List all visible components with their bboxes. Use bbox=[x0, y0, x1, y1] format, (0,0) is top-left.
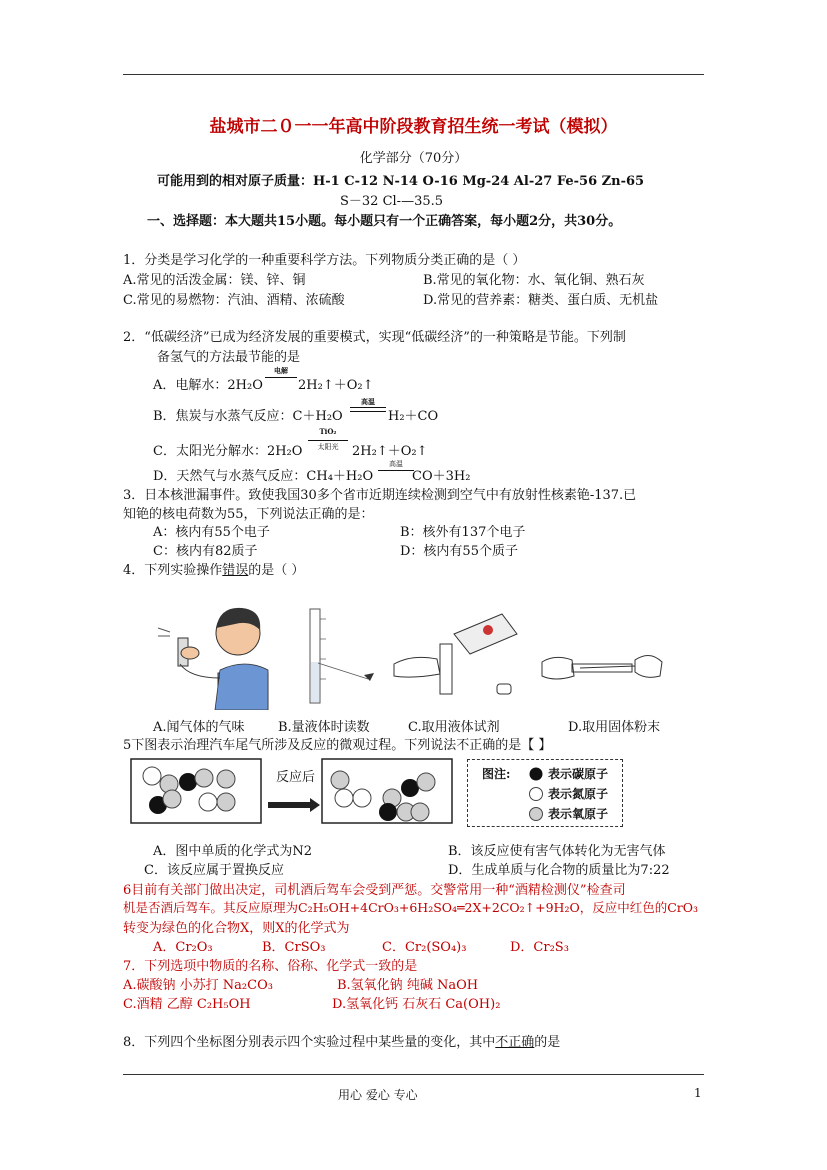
q3-option-c: C：核内有82质子 bbox=[153, 544, 258, 559]
q2-c-reaction-line bbox=[308, 440, 348, 441]
footer-text: 用心 爱心 专心 bbox=[338, 1088, 418, 1102]
q4-option-b: B.量液体时读数 bbox=[278, 720, 370, 735]
figure-adding-powder bbox=[540, 642, 665, 692]
q6-option-c: C．Cr₂(SO₄)₃ bbox=[382, 940, 467, 955]
q7-stem: 7．下列选项中物质的名称、俗称、化学式一致的是 bbox=[123, 959, 418, 974]
q5-arrow-label: 反应后 bbox=[276, 770, 316, 785]
q6-option-a: A．Cr₂O₃ bbox=[153, 940, 213, 955]
footer-rule bbox=[123, 1074, 704, 1075]
top-rule bbox=[123, 74, 704, 75]
q1-option-d: D.常见的营养素：糖类、蛋白质、无机盐 bbox=[423, 293, 659, 308]
q6-line2: 机是否酒后驾车。其反应原理为C₂H₅OH+4CrO₃+6H₂SO₄═2X+2CO₂↑+9H₂O，反应中红色的CrO₃ bbox=[123, 900, 699, 915]
q7-option-d: D.氢氧化钙 石灰石 Ca(OH)₂ bbox=[332, 997, 501, 1012]
figure-smelling-gas bbox=[150, 598, 270, 710]
legend-nitrogen-swatch bbox=[530, 788, 543, 801]
q5-option-d: D．生成单质与化合物的质量比为7:22 bbox=[448, 863, 670, 878]
legend-title: 图注: bbox=[482, 767, 511, 781]
q5-option-c: C．该反应属于置换反应 bbox=[144, 863, 284, 878]
q5-stem: 5下图表示治理汽车尾气所涉及反应的微观过程。下列说法不正确的是【 】 bbox=[123, 738, 552, 753]
legend-nitrogen: 表示氮原子 bbox=[548, 787, 609, 801]
q7-option-c: C.酒精 乙醇 C₂H₅OH bbox=[123, 997, 251, 1012]
q6-option-b: B．CrSO₃ bbox=[262, 940, 326, 955]
q2-b-products: H₂＋CO bbox=[388, 409, 439, 424]
q2-option-b: B．焦炭与水蒸气反应：C＋H₂O bbox=[153, 409, 343, 424]
q3-stem-line2: 知铯的核电荷数为55，下列说法正确的是： bbox=[123, 507, 374, 522]
q4-option-a: A.闻气体的气味 bbox=[153, 720, 245, 735]
q8-stem: 8．下列四个坐标图分别表示四个实验过程中某些量的变化，其中不正确的是 bbox=[123, 1035, 561, 1050]
figure-pouring-liquid bbox=[392, 604, 524, 704]
q2-d-products: CO＋3H₂ bbox=[412, 469, 471, 484]
q6-option-d: D．Cr₂S₃ bbox=[510, 940, 569, 955]
legend-carbon: 表示碳原子 bbox=[548, 767, 609, 781]
q1-stem: 1．分类是学习化学的一种重要科学方法。下列物质分类正确的是（ ） bbox=[123, 253, 526, 268]
page-number: 1 bbox=[694, 1086, 702, 1100]
exam-title: 盐城市二０一一年高中阶段教育招生统一考试（模拟） bbox=[209, 117, 618, 137]
q2-option-c: C．太阳光分解水：2H₂O bbox=[153, 444, 303, 459]
q4-stem: 4．下列实验操作错误的是（ ） bbox=[123, 563, 305, 578]
q5-option-b: B．该反应使有害气体转化为无害气体 bbox=[448, 844, 666, 859]
q6-line3: 转变为绿色的化合物X，则X的化学式为 bbox=[123, 921, 350, 936]
legend-carbon-swatch bbox=[530, 768, 543, 781]
q3-option-b: B：核外有137个电子 bbox=[400, 525, 526, 540]
q2-d-condition: 高温 bbox=[389, 460, 403, 468]
q7-option-b: B.氢氧化钠 纯碱 NaOH bbox=[337, 978, 479, 993]
q2-c-products: 2H₂↑＋O₂↑ bbox=[352, 444, 428, 459]
q2-option-a: A．电解水：2H₂O bbox=[153, 378, 263, 393]
legend-swatches bbox=[528, 766, 544, 824]
q2-c-condition-catalyst: TiO₂ bbox=[319, 427, 337, 436]
q6-line1: 6目前有关部门做出决定，司机酒后驾车会受到严惩。交警常用一种“酒精检测仪”检查司 bbox=[123, 883, 626, 898]
q1-option-c: C.常见的易燃物：汽油、酒精、浓硫酸 bbox=[123, 293, 345, 308]
q2-b-reaction-line bbox=[350, 407, 386, 412]
q2-a-condition: 电解 bbox=[274, 366, 288, 375]
figure-reading-cylinder bbox=[296, 607, 386, 707]
q1-option-a: A.常见的活泼金属：镁、锌、铜 bbox=[123, 273, 306, 288]
q5-option-a: A．图中单质的化学式为N2 bbox=[153, 844, 313, 859]
q2-b-condition: 高温 bbox=[361, 397, 375, 406]
legend-oxygen: 表示氧原子 bbox=[548, 807, 609, 821]
q4-option-d: D.取用固体粉末 bbox=[568, 720, 661, 735]
q3-option-a: A：核内有55个电子 bbox=[153, 525, 270, 540]
legend-oxygen-swatch bbox=[530, 808, 543, 821]
q2-option-d: D．天然气与水蒸气反应：CH₄＋H₂O bbox=[153, 469, 374, 484]
q2-a-products: 2H₂↑＋O₂↑ bbox=[298, 378, 374, 393]
q2-d-reaction-line bbox=[378, 470, 414, 471]
exam-subtitle: 化学部分（70分） bbox=[359, 151, 468, 166]
section-heading: 一、选择题：本大题共15小题。每小题只有一个正确答案，每小题2分，共30分。 bbox=[147, 214, 622, 229]
q3-stem-line1: 3．日本核泄漏事件。致使我国30多个省市近期连续检测到空气中有放射性核素铯-137.已 bbox=[123, 488, 637, 503]
q5-legend bbox=[467, 759, 623, 827]
q2-stem-line2: 备氢气的方法最节能的是 bbox=[157, 350, 301, 365]
q7-option-a: A.碳酸钠 小苏打 Na₂CO₃ bbox=[123, 978, 273, 993]
atomic-masses-line1: 可能用到的相对原子质量：H-1 C-12 N-14 O-16 Mg-24 Al-27 Fe-56 Zn-65 bbox=[157, 174, 645, 189]
q2-stem-line1: 2．“低碳经济”已成为经济发展的重要模式，实现“低碳经济”的一种策略是节能。下列制 bbox=[123, 330, 626, 345]
q3-option-d: D：核内有55个质子 bbox=[400, 544, 518, 559]
q2-a-reaction-line bbox=[265, 377, 297, 378]
atomic-masses-line2: S－32 Cl-—35.5 bbox=[340, 194, 444, 209]
q2-c-condition-light: 太阳光 bbox=[317, 443, 339, 451]
q1-option-b: B.常见的氧化物：水、氧化铜、熟石灰 bbox=[423, 273, 645, 288]
q4-option-c: C.取用液体试剂 bbox=[408, 720, 500, 735]
